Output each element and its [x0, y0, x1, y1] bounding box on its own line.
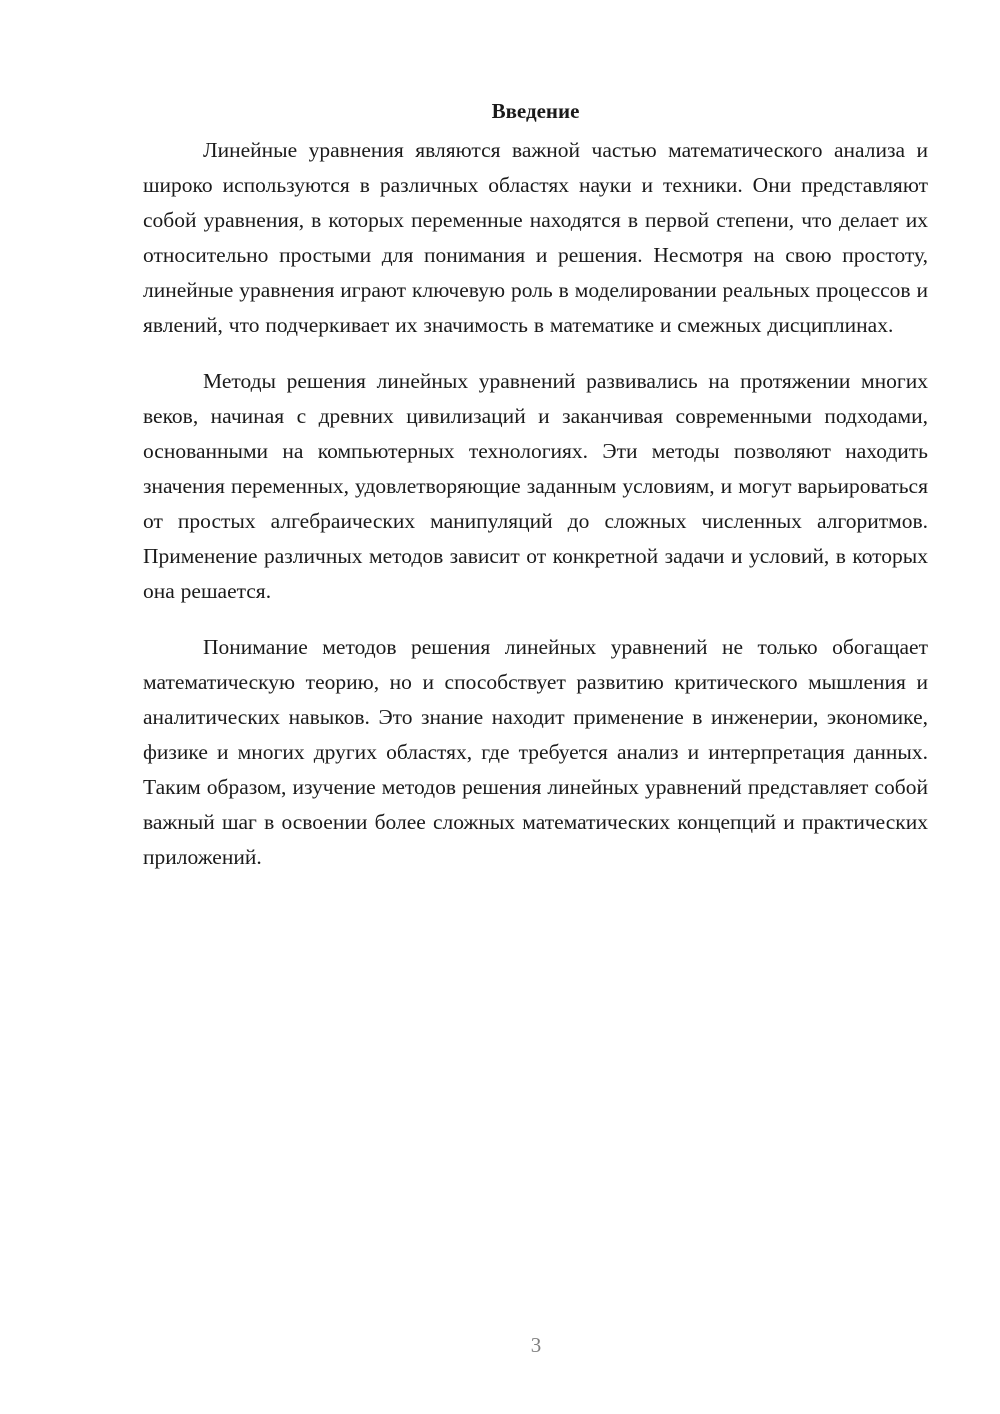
paragraph-3: Понимание методов решения линейных уравнений не только обогащает математическую теорию, но и способствует развитию критического мышления и аналитических навыков. Это знание находит применение в инженерии, экономике, физике и многих других областях, где требуется анализ и интерпретация данных. Таким образом, изучение методов решения линейных уравнений представляет собой важный шаг в освоении более сложных математических концепций и практических приложений.	[143, 635, 928, 869]
page-number: 3	[530, 1333, 542, 1357]
page-content	[143, 92, 928, 875]
paragraph-2: Методы решения линейных уравнений развивались на протяжении многих веков, начиная с древних цивилизаций и заканчивая современными подходами, основанными на компьютерных технологиях. Эти методы позволяют находить значения переменных, удовлетворяющие заданным условиям, и могут варьироваться от простых алгебраических манипуляций до сложных численных алгоритмов. Применение различных методов зависит от конкретной задачи и условий, в которых она решается.	[143, 369, 928, 603]
paragraph-1: Линейные уравнения являются важной частью математического анализа и широко используются в различных областях науки и техники. Они представляют собой уравнения, в которых переменные находятся в первой степени, что делает их относительно простыми для понимания и решения. Несмотря на свою простоту, линейные уравнения играют ключевую роль в моделировании реальных процессов и явлений, что подчеркивает их значимость в математике и смежных дисциплинах.	[143, 138, 928, 337]
section-heading: Введение	[491, 99, 580, 123]
